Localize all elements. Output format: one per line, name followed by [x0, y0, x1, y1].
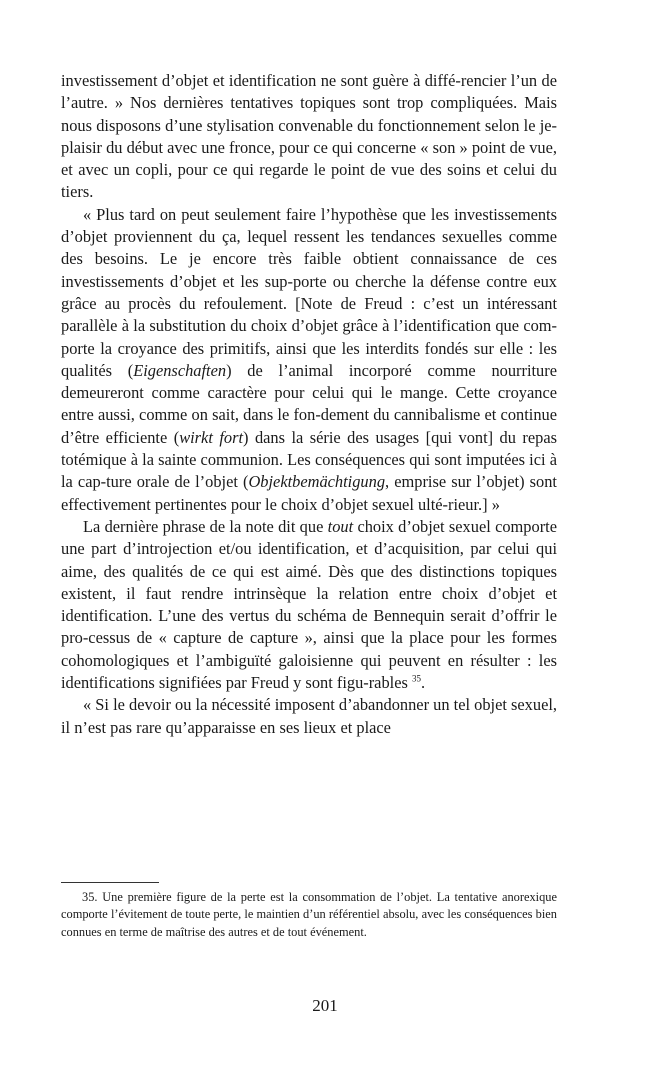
italic-term-eigenschaften: Eigenschaften — [133, 360, 227, 380]
footnote-text: Une première figure de la perte est la consommation de l’objet. La tentative anorexique comporte l’évitement de toute perte, le maintien d’un référentiel absolu, avec les conséquences bien connues en terme de maîtrise des autres et de tout événement. — [61, 890, 557, 939]
paragraph-2-text-b: ) de l’animal incorporé comme nourriture demeureront comme caractère pour celui qui le mange. Cette croyance entre aussi, comme on sait, dans le fon-dement du cannibalisme et continue d’être efficiente ( — [61, 360, 557, 447]
paragraph-2 — [61, 204, 557, 516]
paragraph-2-text-c: ) dans la série des usages [qui vont] du repas totémique à la sainte communion. Les conséquences qui sont imputées ici à la cap-ture orale de l’objet ( — [61, 427, 557, 492]
italic-term-objektbemachtigung: Objektbemächtigung — [248, 472, 386, 492]
paragraph-3-text-c: . — [420, 673, 426, 693]
italic-term-wirkt-fort: wirkt fort — [179, 427, 244, 447]
paragraph-4-text: « Si le devoir ou la nécessité imposent d’abandonner un tel objet sexuel, il n’est pas rare qu’apparaisse en ses lieux et place — [61, 695, 557, 737]
paragraph-1 — [61, 70, 557, 204]
page-number: 201 — [312, 996, 338, 1015]
footnote — [61, 889, 557, 941]
italic-word-tout: tout — [327, 516, 354, 536]
page-body — [61, 70, 557, 739]
paragraph-4 — [61, 694, 557, 739]
paragraph-3 — [61, 516, 557, 694]
paragraph-3-text-a: La dernière phrase de la note dit que — [83, 516, 328, 536]
paragraph-3-text-b: choix d’objet sexuel comporte une part d’introjection et/ou identification, et d’acquisition, par celui qui aime, des qualités de ce qui est aimé. Dès que des distinctions topiques existent, il faut rendre intrinsèque la relation entre choix d’objet et identification. L’une des vertus du schéma de Bennequin serait d’offrir le pro-cessus de « capture de capture », ainsi que la place pour les formes cohomologiques et l’ambiguïté galoisienne qui peuvent en résulter : les identifications signifiées par Freud y sont figu-rables — [61, 516, 557, 693]
paragraph-1-text: investissement d’objet et identification ne sont guère à diffé-rencier l’un de l’autre. » Nos dernières tentatives topiques sont trop compliquées. Mais nous disposons d’une stylisation convenable du fonctionnement selon le je-plaisir du début avec une fronce, pour ce qui concerne « son » point de vue, et avec un copli, pour ce qui regarde le point de vue des soins et celui du tiers. — [61, 71, 557, 202]
footnote-reference[interactable]: 35 — [411, 673, 421, 684]
paragraph-2-text-a: « Plus tard on peut seulement faire l’hypothèse que les investissements d’objet proviennent du ça, lequel ressent les tendances sexuelles comme des besoins. Le je encore très faible obtient connaissance de ces investissements d’objet et les sup-porte ou cherche la défense contre eux grâce au procès du refoulement. [Note de Freud : c’est un intéressant parallèle à la substitution du choix d’objet grâce à l’identification que com-porte la croyance des primitifs, ainsi que les interdits fondés sur elle : les qualités ( — [61, 204, 557, 380]
paragraph-2-text-d: , emprise sur l’objet) sont effectivement pertinentes pour le choix d’objet sexuel ulté-rieur.] » — [61, 472, 557, 514]
footnote-separator — [61, 882, 159, 883]
footnote-number: 35. — [82, 890, 98, 904]
